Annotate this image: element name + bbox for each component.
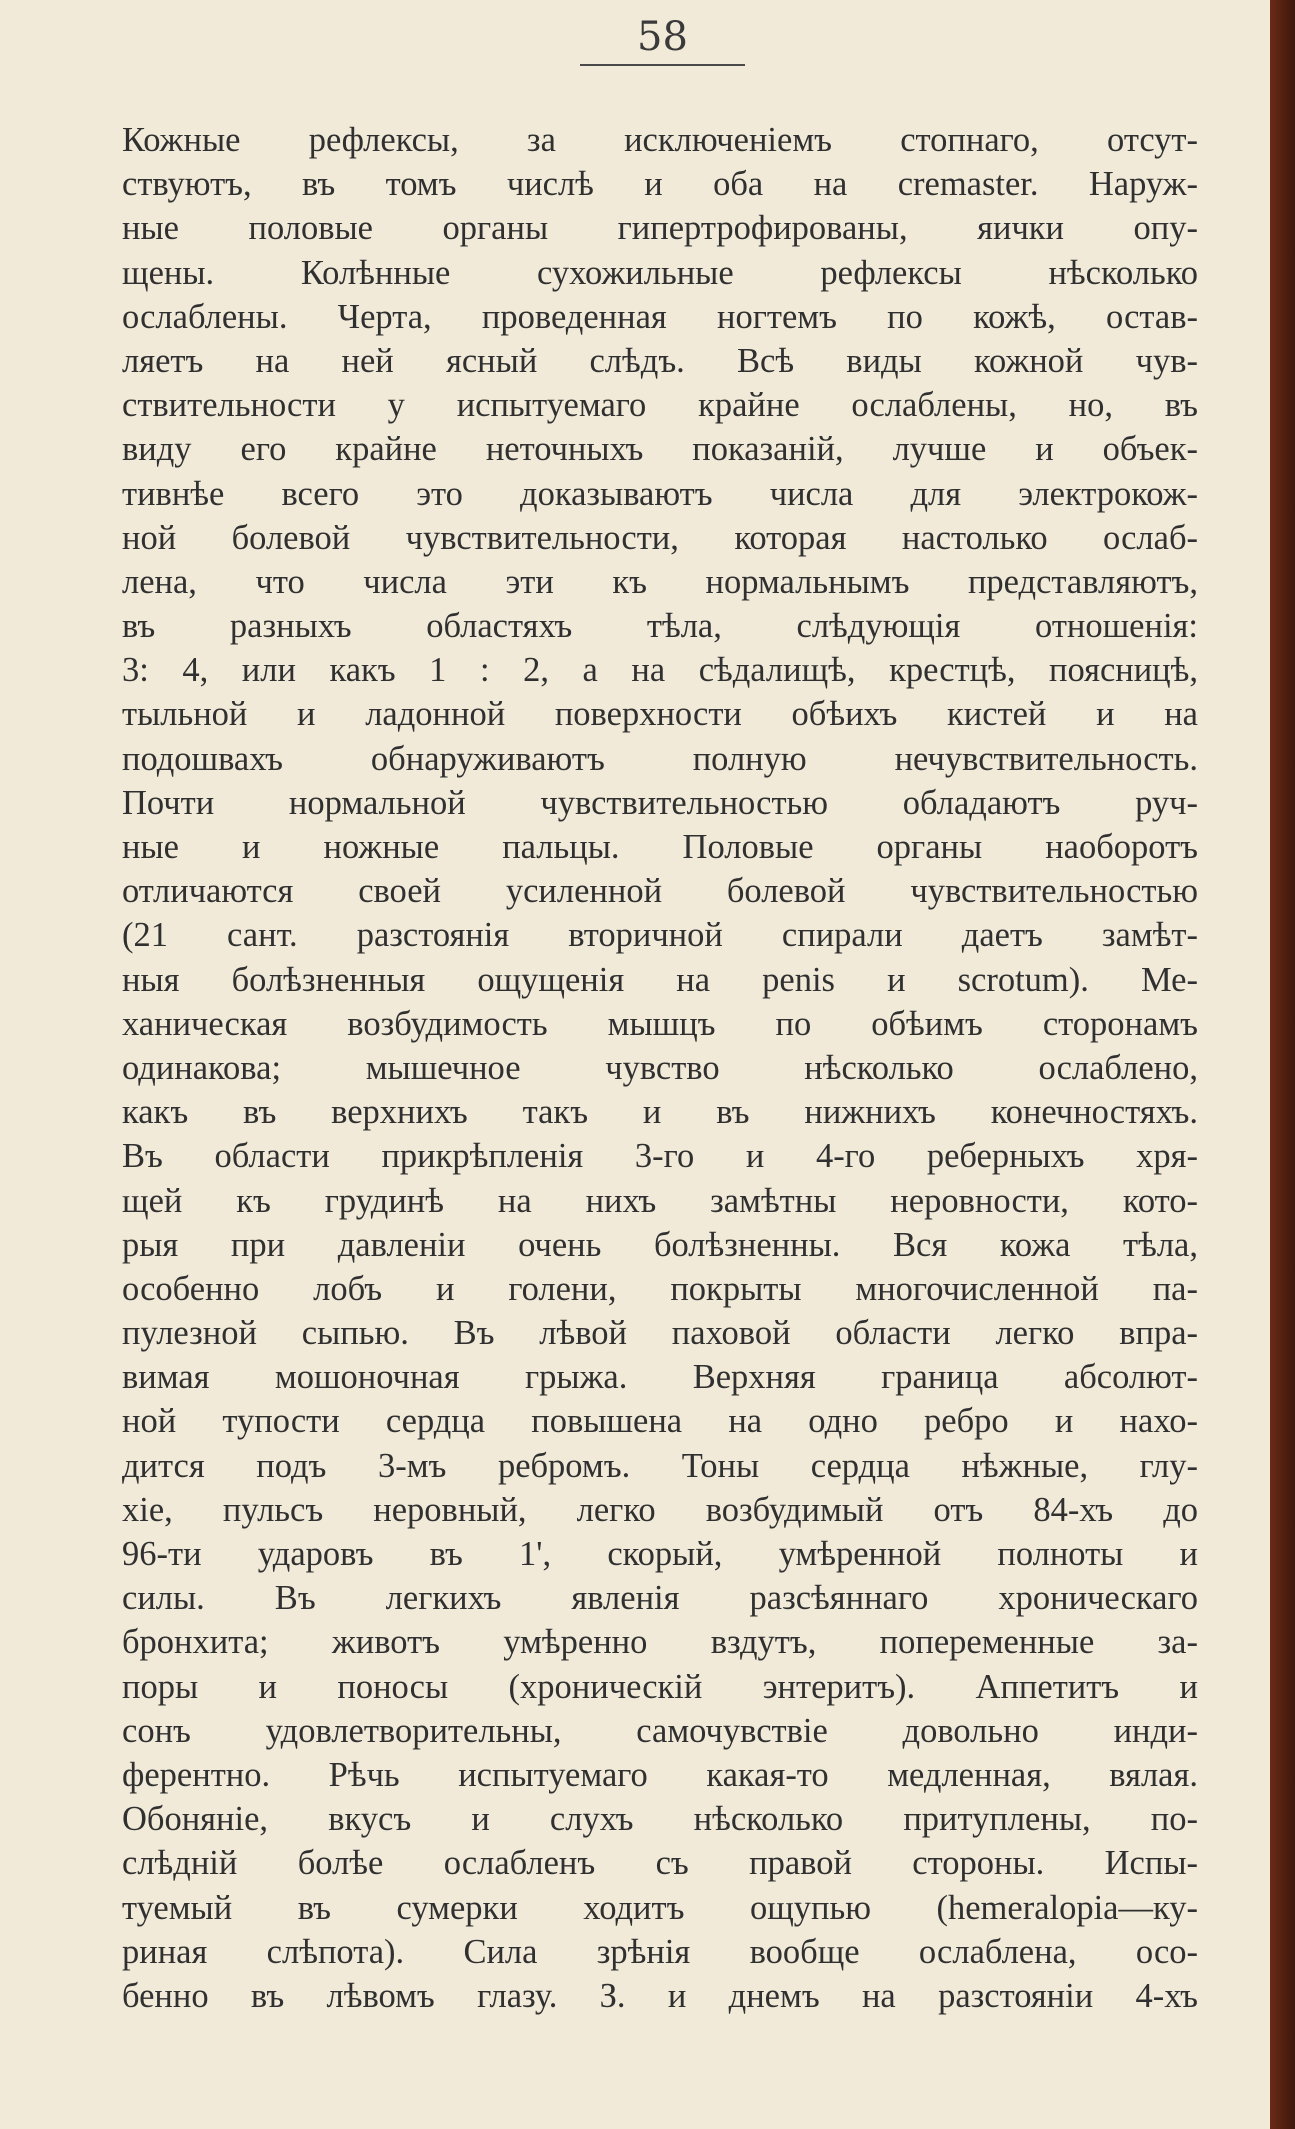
text-line: дится подъ 3-мъ ребромъ. Тоны сердца нѣжные, глу- — [122, 1446, 1198, 1485]
text-line: Въ области прикрѣпленія 3-го и 4-го реберныхъ хря- — [122, 1137, 1198, 1176]
text-line: Кожные рефлексы, за исключеніемъ стопнаго, отсут- — [122, 121, 1198, 159]
text-line: одинакова; мышечное чувство нѣсколько ослаблено, — [122, 1048, 1198, 1087]
text-line: щены. Колѣнные сухожильные рефлексы нѣсколько — [122, 253, 1198, 292]
text-line: хіе, пульсъ неровный, легко возбудимый отъ 84-хъ до — [122, 1490, 1198, 1529]
text-line: ханическая возбудимость мышцъ по обѣимъ сторонамъ — [122, 1004, 1198, 1043]
text-line: ныя болѣзненныя ощущенія на penis и scrotum). Ме- — [122, 960, 1198, 999]
page-number-container — [580, 12, 745, 62]
text-line: подошвахъ обнаруживаютъ полную нечувствительность. — [122, 739, 1198, 778]
text-line: риная слѣпота). Сила зрѣнія вообще ослаблена, осо- — [122, 1932, 1198, 1971]
text-line: рыя при давленіи очень болѣзненны. Вся кожа тѣла, — [122, 1225, 1198, 1264]
text-line: тыльной и ладонной поверхности обѣихъ кистей и на — [122, 695, 1198, 734]
text-line: какъ въ верхнихъ такъ и въ нижнихъ конечностяхъ. — [122, 1093, 1198, 1132]
text-line: 3: 4, или какъ 1 : 2, а на сѣдалищѣ, крестцѣ, поясницѣ, — [122, 651, 1198, 690]
text-line: сонъ удовлетворительны, самочувствіе довольно инди- — [122, 1711, 1198, 1750]
text-line: пулезной сыпью. Въ лѣвой паховой области легко впра- — [122, 1314, 1198, 1353]
text-line: вимая мошоночная грыжа. Верхняя граница абсолют- — [122, 1358, 1198, 1397]
text-line: тивнѣе всего это доказываютъ числа для электрокож- — [122, 474, 1198, 513]
page-number: 58 — [637, 14, 688, 60]
text-line: въ разныхъ областяхъ тѣла, слѣдующія отношенія: — [122, 607, 1198, 646]
text-line: слѣдній болѣе ослабленъ съ правой стороны. Испы- — [122, 1844, 1198, 1883]
text-line: 96-ти ударовъ въ 1', скорый, умѣренной полноты и — [122, 1535, 1198, 1573]
text-line: бронхита; животъ умѣренно вздутъ, попеременные за- — [122, 1623, 1198, 1662]
text-line: туемый въ сумерки ходитъ ощупью (hemeralopia—ку- — [122, 1888, 1198, 1927]
text-line: ферентно. Рѣчь испытуемаго какая-то медленная, вялая. — [122, 1755, 1198, 1794]
text-line: щей къ грудинѣ на нихъ замѣтны неровности, кото- — [122, 1181, 1198, 1220]
text-line: Почти нормальной чувствительностью обладаютъ руч- — [122, 783, 1198, 822]
text-line: бенно въ лѣвомъ глазу. З. и днемъ на разстояніи 4-хъ — [122, 1976, 1198, 2015]
text-line: ляетъ на ней ясный слѣдъ. Всѣ виды кожной чув- — [122, 341, 1198, 380]
text-line: отличаются своей усиленной болевой чувствительностью — [122, 872, 1198, 911]
text-line: силы. Въ легкихъ явленія разсѣяннаго хроническаго — [122, 1579, 1198, 1618]
text-line: ослаблены. Черта, проведенная ногтемъ по кожѣ, остав- — [122, 297, 1198, 336]
page-number-rule — [580, 64, 745, 66]
text-line: (21 сант. разстоянія вторичной спирали даетъ замѣт- — [122, 916, 1198, 955]
book-spine — [1270, 0, 1295, 2129]
text-line: Обоняніе, вкусъ и слухъ нѣсколько притуплены, по- — [122, 1800, 1198, 1839]
text-line: лена, что числа эти къ нормальнымъ представляютъ, — [122, 562, 1198, 601]
text-line: ствуютъ, въ томъ числѣ и оба на cremaster. Наруж- — [122, 165, 1198, 204]
text-line: ной тупости сердца повышена на одно ребро и нахо- — [122, 1402, 1198, 1441]
text-line: ствительности у испытуемаго крайне ослаблены, но, въ — [122, 386, 1198, 425]
body-text — [122, 118, 1198, 2018]
text-line: ной болевой чувствительности, которая настолько ослаб- — [122, 518, 1198, 557]
text-line: особенно лобъ и голени, покрыты многочисленной па- — [122, 1269, 1198, 1308]
text-line: виду его крайне неточныхъ показаній, лучше и объек- — [122, 430, 1198, 469]
text-line: ные половые органы гипертрофированы, яички опу- — [122, 209, 1198, 248]
text-line: поры и поносы (хроническій энтеритъ). Аппетитъ и — [122, 1667, 1198, 1706]
text-line: ные и ножные пальцы. Половые органы наоборотъ — [122, 828, 1198, 866]
